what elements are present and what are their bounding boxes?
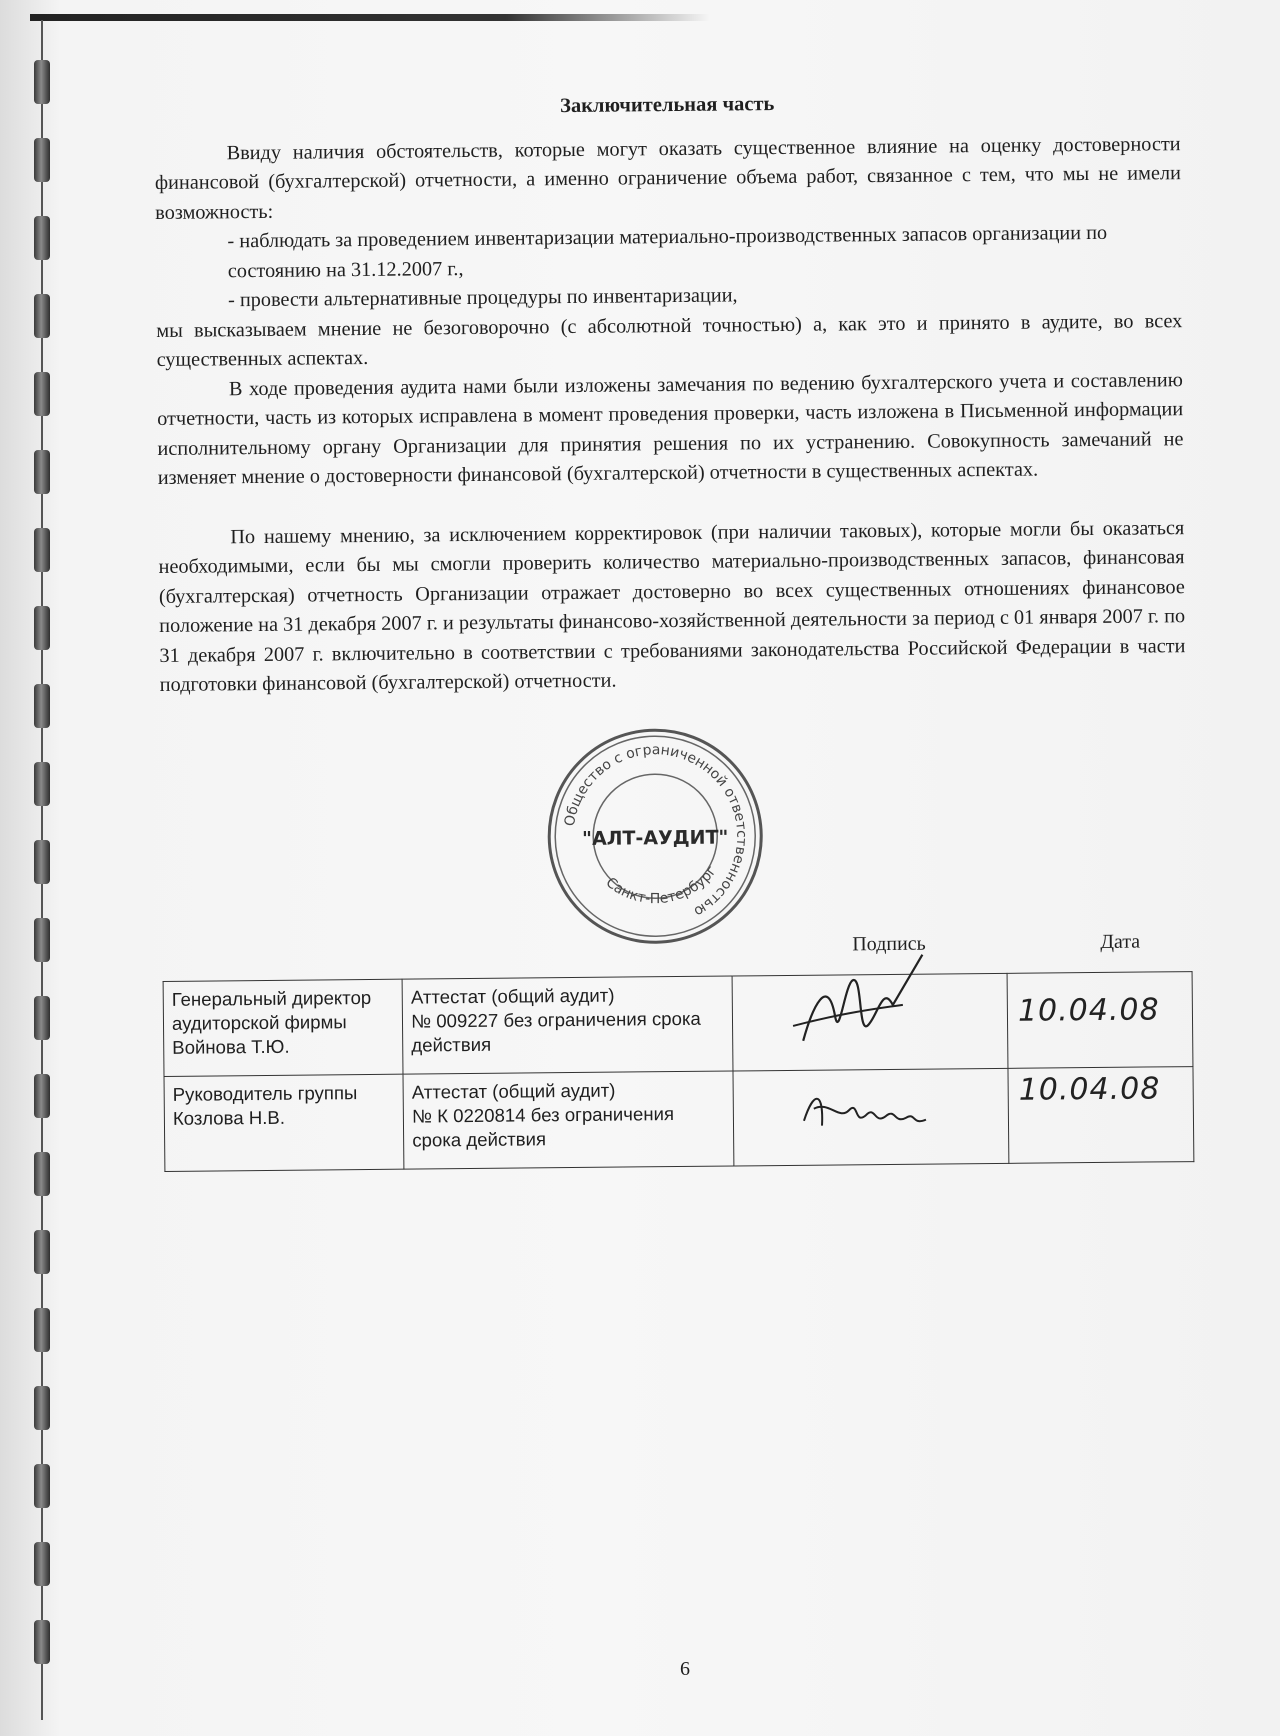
list-item: - наблюдать за проведением инвентаризации материально-производственных запасов организации по состоянию на 31.12.2007 г., [227, 221, 1108, 282]
binding-ring [34, 1542, 50, 1586]
binding-ring [34, 762, 50, 806]
certificate-text: Аттестат (общий аудит) [410, 984, 615, 1008]
binding-ring [34, 528, 50, 572]
stamp-city-text: Санкт-Петербург [602, 862, 720, 907]
binding-ring [34, 1308, 50, 1352]
binding-ring [34, 1230, 50, 1274]
handwritten-signature [793, 1079, 954, 1141]
position-cell [164, 1074, 404, 1171]
binding-ring [34, 1152, 50, 1196]
scan-top-edge [30, 14, 710, 21]
paragraph-conclusion: мы высказываем мнение не безоговорочно (с абсолютной точностью) а, как это и принято в аудите, во всех существенных аспектах. [156, 309, 1183, 371]
certificate-text: действия [411, 1033, 492, 1056]
binding-spine [30, 20, 54, 1720]
position-cell [163, 979, 403, 1076]
certificate-text: срока действия [412, 1127, 547, 1151]
certificate-text: № 009227 без ограничения срока [411, 1007, 701, 1032]
date-cell [1008, 1066, 1194, 1163]
date-cell [1007, 971, 1193, 1068]
person-name: Козлова Н.В. [172, 1106, 286, 1129]
certificate-cell [402, 975, 732, 1073]
position-text: Руководитель группы [172, 1081, 358, 1105]
binding-ring [34, 918, 50, 962]
binding-ring [34, 1464, 50, 1508]
signature-cell [732, 973, 1008, 1071]
binding-ring [34, 1386, 50, 1430]
section-heading: Заключительная часть [559, 93, 775, 118]
stamp-ring-text: Общество с ограниченной ответственностью [561, 741, 750, 919]
certificate-cell [403, 1070, 733, 1168]
binding-ring [34, 606, 50, 650]
binding-ring [34, 216, 50, 260]
binding-ring [34, 684, 50, 728]
binding-ring [34, 840, 50, 884]
binding-ring [34, 372, 50, 416]
signature-cell [733, 1068, 1009, 1166]
position-text: аудиторской фирмы [171, 1010, 347, 1034]
signature-column-label: Подпись [852, 932, 926, 955]
handwritten-date: 10.04.08 [1018, 1070, 1161, 1108]
paragraph-remarks: В ходе проведения аудита нами были изложены замечания по ведению бухгалтерского учета и составлению отчетности, часть из которых исправлена в момент проведения проверки, часть изложена в Письменной информации исполнительному органу Организации для принятия решения по их устранению. Совокупность замечаний не изменяет мнение о достоверности финансовой (бухгалтерской) отчетности в существенных аспектах. [157, 368, 1184, 489]
document-body [154, 76, 1190, 1171]
date-column-label: Дата [1100, 930, 1141, 953]
position-text: Генеральный директор [171, 986, 372, 1010]
table-row [164, 1066, 1194, 1171]
binding-ring [34, 60, 50, 104]
handwritten-date: 10.04.08 [1017, 991, 1160, 1029]
table-row [163, 971, 1193, 1076]
certificate-text: № К 0220814 без ограничения [411, 1102, 675, 1127]
binding-ring [34, 1074, 50, 1118]
binding-ring [34, 1620, 50, 1664]
binding-ring [34, 996, 50, 1040]
person-name: Войнова Т.Ю. [172, 1035, 290, 1058]
table-column-labels [162, 927, 1188, 967]
handwritten-signature [772, 944, 973, 1056]
company-stamp [544, 725, 766, 947]
paragraph-intro: Ввиду наличия обстоятельств, которые могут оказать существенное влияние на оценку достоверности финансовой (бухгалтерской) отчетности, а именно ограничение объема работ, связанное с тем, что мы не имели возможность: [154, 132, 1181, 224]
stamp-area [160, 721, 1188, 981]
certificate-text: Аттестат (общий аудит) [411, 1079, 616, 1103]
page-number: 6 [680, 1658, 690, 1680]
binding-ring [34, 294, 50, 338]
paragraph-opinion: По нашему мнению, за исключением корректировок (при наличии таковых), которые могли бы оказаться необходимыми, если бы мы смогли проверить количество материально-производственных запасов, финансовая (бухгалтерская) отчетность Организации отражает достоверно во всех существенных отношениях финансовое положение на 31 декабря 2007 г. и результаты финансово-хозяйственной деятельности за период с 01 января 2007 г. по 31 декабря 2007 г. включительно в соответствии с требованиями законодательства Российской Федерации в части подготовки финансовой (бухгалтерской) отчетности. [158, 516, 1186, 696]
stamp-center-text: "АЛТ-АУДИТ" [581, 826, 729, 850]
signature-table [163, 971, 1195, 1172]
binding-ring [34, 138, 50, 182]
list-item: - провести альтернативные процедуры по инвентаризации, [227, 284, 738, 312]
binding-ring [34, 450, 50, 494]
